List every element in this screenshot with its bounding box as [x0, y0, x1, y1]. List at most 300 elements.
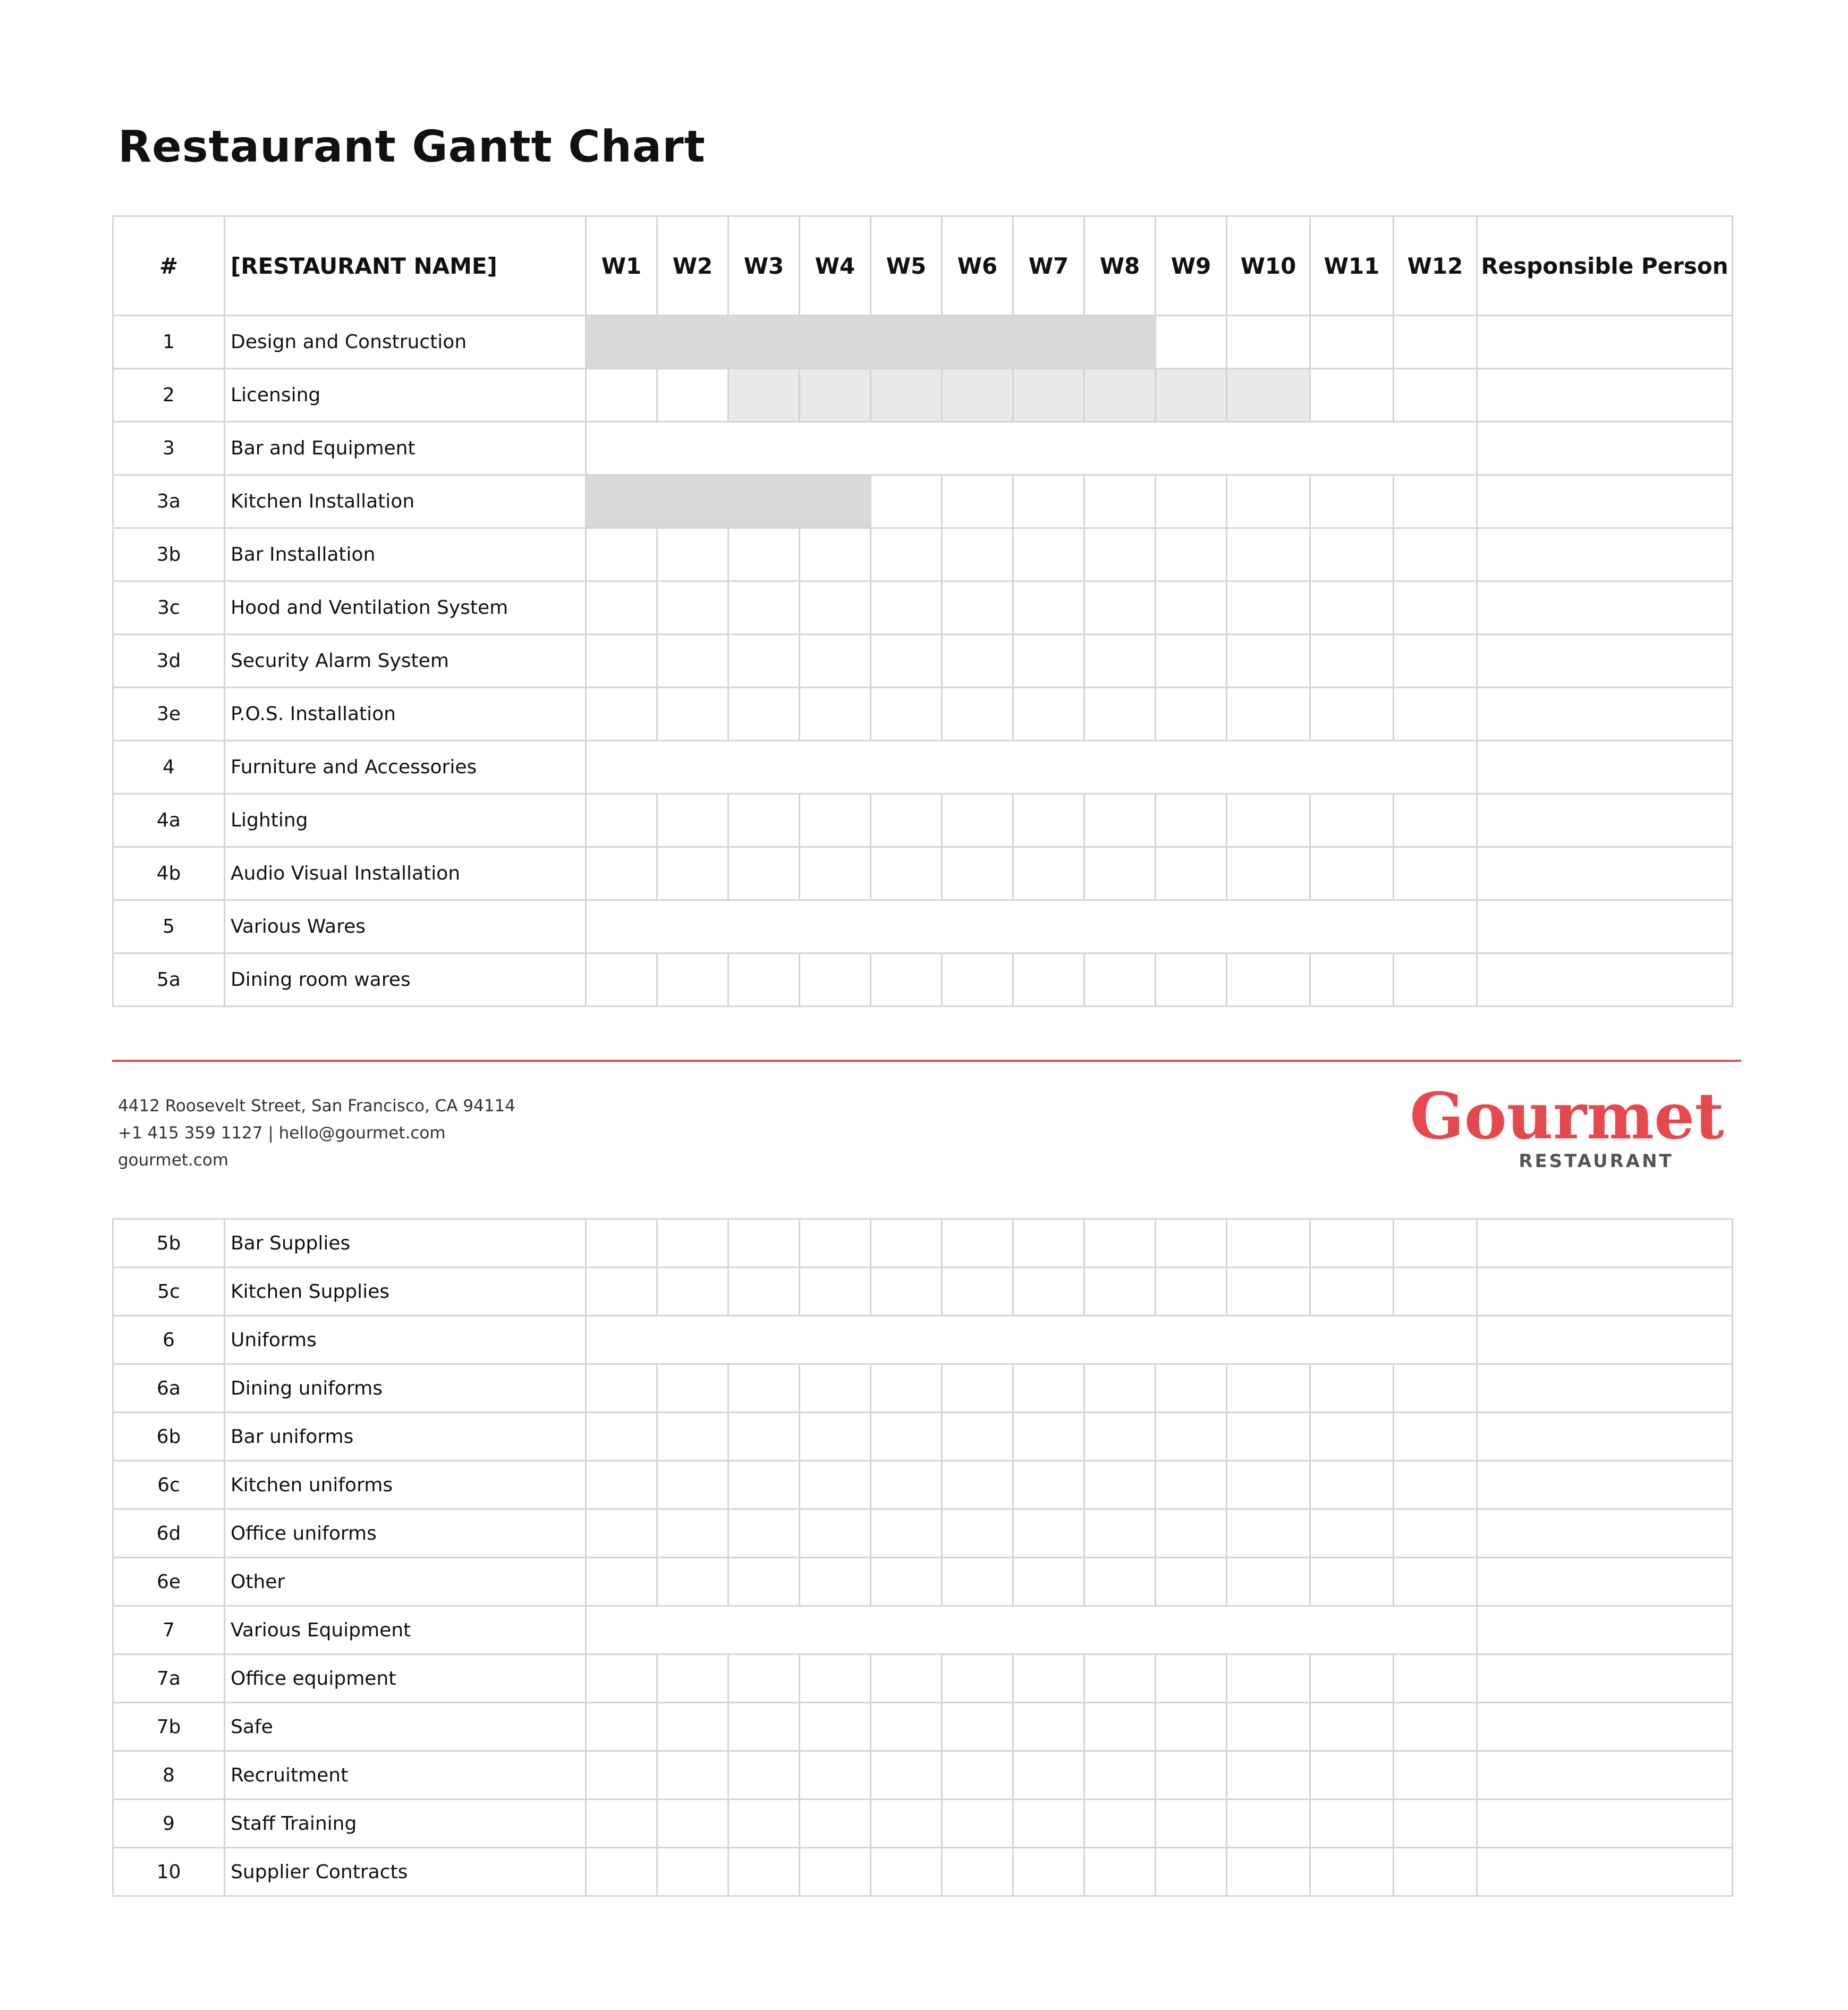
week-cell[interactable] — [1013, 475, 1084, 528]
week-cell[interactable] — [586, 688, 657, 741]
week-cell[interactable] — [871, 847, 942, 900]
week-cell[interactable] — [800, 688, 871, 741]
row-number: 3 — [113, 422, 225, 475]
week-cell[interactable] — [800, 1413, 871, 1461]
week-cell[interactable] — [1310, 1509, 1394, 1558]
week-cell[interactable] — [586, 1654, 657, 1703]
week-cell[interactable] — [1310, 1268, 1394, 1316]
responsible-person-cell[interactable] — [1477, 528, 1733, 581]
week-cell[interactable] — [1084, 581, 1156, 635]
week-cell[interactable] — [586, 635, 657, 688]
week-cell[interactable] — [1156, 1461, 1227, 1509]
responsible-person-cell[interactable] — [1477, 369, 1733, 422]
week-cell[interactable] — [942, 581, 1013, 635]
week-cell[interactable] — [657, 953, 728, 1007]
week-cell[interactable] — [1394, 475, 1477, 528]
week-cell[interactable] — [657, 1461, 728, 1509]
week-cell[interactable] — [728, 1654, 800, 1703]
week-cell[interactable] — [1310, 581, 1394, 635]
week-cell[interactable] — [657, 1413, 728, 1461]
week-cell[interactable] — [1084, 1509, 1156, 1558]
week-cell[interactable] — [1227, 1558, 1310, 1606]
week-cell[interactable] — [1394, 1654, 1477, 1703]
week-cell[interactable] — [942, 1703, 1013, 1751]
gantt-bar-cell[interactable] — [942, 316, 1013, 369]
week-cell[interactable] — [586, 1268, 657, 1316]
week-cell[interactable] — [1310, 475, 1394, 528]
week-cell[interactable] — [1084, 1461, 1156, 1509]
gantt-bar-cell[interactable] — [1084, 316, 1156, 369]
week-cell[interactable] — [800, 1800, 871, 1848]
week-cell[interactable] — [942, 1848, 1013, 1896]
week-cell[interactable] — [657, 847, 728, 900]
week-cell[interactable] — [1013, 1413, 1084, 1461]
week-cell[interactable] — [728, 688, 800, 741]
week-cell[interactable] — [586, 369, 657, 422]
responsible-person-cell[interactable] — [1477, 1461, 1733, 1509]
week-cell[interactable] — [728, 1703, 800, 1751]
week-cell[interactable] — [1310, 1703, 1394, 1751]
week-cell[interactable] — [1310, 1413, 1394, 1461]
week-cell[interactable] — [657, 1751, 728, 1800]
week-cell[interactable] — [657, 1800, 728, 1848]
week-cell[interactable] — [1310, 847, 1394, 900]
week-cell[interactable] — [1310, 1558, 1394, 1606]
week-cell[interactable] — [800, 635, 871, 688]
responsible-person-cell[interactable] — [1477, 1703, 1733, 1751]
responsible-person-cell[interactable] — [1477, 741, 1733, 794]
week-cell[interactable] — [800, 953, 871, 1007]
week-cell[interactable] — [871, 1364, 942, 1413]
week-cell[interactable] — [1013, 1703, 1084, 1751]
gantt-bar-cell[interactable] — [1156, 369, 1227, 422]
week-cell[interactable] — [657, 1364, 728, 1413]
week-cell[interactable] — [1394, 1413, 1477, 1461]
week-cell[interactable] — [1394, 581, 1477, 635]
table-row — [113, 1413, 1733, 1461]
week-cell[interactable] — [1394, 1800, 1477, 1848]
week-cell[interactable] — [1394, 316, 1477, 369]
week-cell[interactable] — [1084, 1268, 1156, 1316]
week-cell[interactable] — [1227, 1364, 1310, 1413]
week-cell[interactable] — [1013, 1800, 1084, 1848]
responsible-person-cell[interactable] — [1477, 1800, 1733, 1848]
week-cell[interactable] — [1084, 635, 1156, 688]
week-cell[interactable] — [1084, 1751, 1156, 1800]
week-cell[interactable] — [1084, 847, 1156, 900]
week-cell[interactable] — [800, 794, 871, 847]
responsible-person-cell[interactable] — [1477, 581, 1733, 635]
week-cell[interactable] — [1310, 1461, 1394, 1509]
week-cell[interactable] — [1227, 635, 1310, 688]
week-cell[interactable] — [728, 1413, 800, 1461]
responsible-person-cell[interactable] — [1477, 794, 1733, 847]
section-week-span — [586, 1316, 1477, 1364]
week-cell[interactable] — [1227, 953, 1310, 1007]
week-cell[interactable] — [1013, 1364, 1084, 1413]
week-cell[interactable] — [728, 1364, 800, 1413]
gantt-bar-cell[interactable] — [657, 316, 728, 369]
week-cell[interactable] — [1227, 1219, 1310, 1268]
week-cell[interactable] — [1013, 1268, 1084, 1316]
week-cell[interactable] — [1310, 1751, 1394, 1800]
week-cell[interactable] — [1310, 528, 1394, 581]
gantt-bar-cell[interactable] — [942, 369, 1013, 422]
responsible-person-cell[interactable] — [1477, 1751, 1733, 1800]
week-cell[interactable] — [871, 794, 942, 847]
week-cell[interactable] — [1156, 688, 1227, 741]
week-cell[interactable] — [1310, 316, 1394, 369]
week-cell[interactable] — [942, 953, 1013, 1007]
week-cell[interactable] — [728, 794, 800, 847]
gantt-bar-cell[interactable] — [800, 316, 871, 369]
week-cell[interactable] — [871, 1268, 942, 1316]
week-cell[interactable] — [1310, 1364, 1394, 1413]
week-cell[interactable] — [1394, 1509, 1477, 1558]
week-cell[interactable] — [657, 528, 728, 581]
week-cell[interactable] — [1227, 1800, 1310, 1848]
week-cell[interactable] — [942, 794, 1013, 847]
week-cell[interactable] — [586, 1751, 657, 1800]
gantt-bar-cell[interactable] — [1013, 369, 1084, 422]
responsible-person-cell[interactable] — [1477, 635, 1733, 688]
week-cell[interactable] — [1310, 1848, 1394, 1896]
week-cell[interactable] — [1156, 528, 1227, 581]
table-row — [113, 953, 1733, 1007]
week-cell[interactable] — [1156, 1268, 1227, 1316]
week-cell[interactable] — [1394, 847, 1477, 900]
week-cell[interactable] — [657, 1219, 728, 1268]
week-cell[interactable] — [728, 528, 800, 581]
week-cell[interactable] — [800, 1509, 871, 1558]
week-cell[interactable] — [1084, 1800, 1156, 1848]
week-cell[interactable] — [1084, 1558, 1156, 1606]
gantt-bar-cell[interactable] — [1013, 316, 1084, 369]
week-cell[interactable] — [1310, 1654, 1394, 1703]
week-cell[interactable] — [942, 1219, 1013, 1268]
week-cell[interactable] — [1394, 688, 1477, 741]
week-cell[interactable] — [1156, 635, 1227, 688]
week-cell[interactable] — [1156, 1364, 1227, 1413]
week-cell[interactable] — [586, 847, 657, 900]
gantt-bar-cell[interactable] — [871, 316, 942, 369]
week-cell[interactable] — [657, 688, 728, 741]
week-cell[interactable] — [942, 1413, 1013, 1461]
week-cell[interactable] — [871, 1558, 942, 1606]
gantt-bar-cell[interactable] — [800, 369, 871, 422]
week-cell[interactable] — [657, 369, 728, 422]
week-cell[interactable] — [871, 1703, 942, 1751]
week-cell[interactable] — [657, 794, 728, 847]
week-cell[interactable] — [1227, 1461, 1310, 1509]
week-cell[interactable] — [586, 1509, 657, 1558]
responsible-person-cell[interactable] — [1477, 422, 1733, 475]
week-cell[interactable] — [800, 1848, 871, 1896]
week-cell[interactable] — [1156, 953, 1227, 1007]
week-cell[interactable] — [942, 688, 1013, 741]
week-cell[interactable] — [942, 1800, 1013, 1848]
week-cell[interactable] — [1394, 1461, 1477, 1509]
week-cell[interactable] — [657, 1558, 728, 1606]
week-cell[interactable] — [800, 1751, 871, 1800]
week-cell[interactable] — [1227, 475, 1310, 528]
week-cell[interactable] — [1227, 316, 1310, 369]
week-cell[interactable] — [871, 1751, 942, 1800]
week-cell[interactable] — [942, 847, 1013, 900]
week-cell[interactable] — [728, 635, 800, 688]
week-cell[interactable] — [1227, 688, 1310, 741]
week-cell[interactable] — [1394, 1364, 1477, 1413]
week-cell[interactable] — [942, 1268, 1013, 1316]
week-cell[interactable] — [871, 1509, 942, 1558]
week-cell[interactable] — [586, 1703, 657, 1751]
week-cell[interactable] — [728, 1751, 800, 1800]
week-cell[interactable] — [1084, 1848, 1156, 1896]
gantt-bar-cell[interactable] — [871, 369, 942, 422]
responsible-person-cell[interactable] — [1477, 688, 1733, 741]
week-cell[interactable] — [1013, 688, 1084, 741]
gantt-bar-cell[interactable] — [800, 475, 871, 528]
week-cell[interactable] — [1084, 1654, 1156, 1703]
week-cell[interactable] — [871, 953, 942, 1007]
week-cell[interactable] — [1310, 794, 1394, 847]
responsible-person-cell[interactable] — [1477, 847, 1733, 900]
responsible-person-cell[interactable] — [1477, 1848, 1733, 1896]
week-cell[interactable] — [871, 475, 942, 528]
week-cell[interactable] — [942, 1558, 1013, 1606]
week-cell[interactable] — [1013, 1509, 1084, 1558]
week-cell[interactable] — [1227, 794, 1310, 847]
week-cell[interactable] — [1394, 1219, 1477, 1268]
week-cell[interactable] — [728, 1848, 800, 1896]
week-cell[interactable] — [1394, 1848, 1477, 1896]
week-cell[interactable] — [1310, 953, 1394, 1007]
week-cell[interactable] — [1156, 1848, 1227, 1896]
week-cell[interactable] — [586, 581, 657, 635]
responsible-person-cell[interactable] — [1477, 1509, 1733, 1558]
week-cell[interactable] — [1227, 847, 1310, 900]
week-cell[interactable] — [1227, 1703, 1310, 1751]
week-cell[interactable] — [1013, 1751, 1084, 1800]
week-cell[interactable] — [800, 1364, 871, 1413]
week-cell[interactable] — [1013, 1558, 1084, 1606]
week-cell[interactable] — [1156, 1413, 1227, 1461]
week-cell[interactable] — [1084, 1703, 1156, 1751]
week-cell[interactable] — [728, 953, 800, 1007]
week-cell[interactable] — [1394, 1558, 1477, 1606]
week-cell[interactable] — [1310, 369, 1394, 422]
week-cell[interactable] — [871, 1413, 942, 1461]
week-cell[interactable] — [1156, 475, 1227, 528]
week-cell[interactable] — [586, 528, 657, 581]
week-cell[interactable] — [1394, 528, 1477, 581]
responsible-person-cell[interactable] — [1477, 316, 1733, 369]
week-cell[interactable] — [1156, 1509, 1227, 1558]
week-cell[interactable] — [871, 581, 942, 635]
week-cell[interactable] — [800, 1268, 871, 1316]
week-cell[interactable] — [1394, 794, 1477, 847]
week-cell[interactable] — [1310, 1219, 1394, 1268]
week-cell[interactable] — [1084, 528, 1156, 581]
responsible-person-cell[interactable] — [1477, 1654, 1733, 1703]
week-cell[interactable] — [657, 1703, 728, 1751]
week-cell[interactable] — [1227, 1413, 1310, 1461]
week-cell[interactable] — [1227, 1848, 1310, 1896]
week-cell[interactable] — [586, 794, 657, 847]
week-cell[interactable] — [800, 528, 871, 581]
week-cell[interactable] — [1156, 316, 1227, 369]
week-cell[interactable] — [1084, 475, 1156, 528]
week-cell[interactable] — [586, 1461, 657, 1509]
week-cell[interactable] — [657, 1509, 728, 1558]
week-cell[interactable] — [1394, 1751, 1477, 1800]
week-cell[interactable] — [1084, 1413, 1156, 1461]
gantt-bar-cell[interactable] — [1084, 369, 1156, 422]
week-cell[interactable] — [1013, 635, 1084, 688]
week-cell[interactable] — [1156, 1703, 1227, 1751]
week-cell[interactable] — [1156, 581, 1227, 635]
week-cell[interactable] — [728, 1268, 800, 1316]
week-cell[interactable] — [586, 1558, 657, 1606]
week-cell[interactable] — [1227, 528, 1310, 581]
week-cell[interactable] — [1156, 1558, 1227, 1606]
week-cell[interactable] — [1013, 528, 1084, 581]
gantt-bar-cell[interactable] — [728, 316, 800, 369]
responsible-person-cell[interactable] — [1477, 953, 1733, 1007]
week-cell[interactable] — [942, 1654, 1013, 1703]
week-cell[interactable] — [871, 528, 942, 581]
week-cell[interactable] — [586, 1848, 657, 1896]
week-cell[interactable] — [800, 847, 871, 900]
week-cell[interactable] — [728, 847, 800, 900]
gantt-bar-cell[interactable] — [586, 475, 657, 528]
week-cell[interactable] — [800, 1461, 871, 1509]
responsible-person-cell[interactable] — [1477, 1364, 1733, 1413]
week-cell[interactable] — [942, 1751, 1013, 1800]
week-cell[interactable] — [942, 475, 1013, 528]
week-cell[interactable] — [871, 688, 942, 741]
responsible-person-cell[interactable] — [1477, 1219, 1733, 1268]
responsible-person-cell[interactable] — [1477, 1268, 1733, 1316]
week-cell[interactable] — [1156, 794, 1227, 847]
week-cell[interactable] — [1310, 688, 1394, 741]
week-cell[interactable] — [586, 1364, 657, 1413]
week-cell[interactable] — [1013, 847, 1084, 900]
week-cell[interactable] — [1394, 1268, 1477, 1316]
week-cell[interactable] — [1156, 1654, 1227, 1703]
responsible-person-cell[interactable] — [1477, 1413, 1733, 1461]
week-cell[interactable] — [800, 581, 871, 635]
week-cell[interactable] — [942, 1461, 1013, 1509]
responsible-person-cell[interactable] — [1477, 1558, 1733, 1606]
week-cell[interactable] — [586, 953, 657, 1007]
week-cell[interactable] — [1084, 1219, 1156, 1268]
week-cell[interactable] — [728, 1509, 800, 1558]
section-week-span — [586, 741, 1477, 794]
week-cell[interactable] — [586, 1800, 657, 1848]
week-cell[interactable] — [728, 1558, 800, 1606]
week-cell[interactable] — [1013, 1654, 1084, 1703]
week-cell[interactable] — [1227, 1268, 1310, 1316]
week-cell[interactable] — [728, 1800, 800, 1848]
week-cell[interactable] — [728, 1219, 800, 1268]
week-cell[interactable] — [1227, 1654, 1310, 1703]
week-cell[interactable] — [1394, 369, 1477, 422]
week-cell[interactable] — [657, 635, 728, 688]
week-cell[interactable] — [871, 1219, 942, 1268]
week-cell[interactable] — [1084, 688, 1156, 741]
week-cell[interactable] — [1227, 1751, 1310, 1800]
task-name: Other — [225, 1558, 586, 1606]
week-cell[interactable] — [800, 1219, 871, 1268]
week-cell[interactable] — [728, 581, 800, 635]
week-cell[interactable] — [1227, 1509, 1310, 1558]
gantt-bar-cell[interactable] — [1227, 369, 1310, 422]
week-cell[interactable] — [1013, 581, 1084, 635]
week-cell[interactable] — [1013, 794, 1084, 847]
week-cell[interactable] — [657, 1848, 728, 1896]
week-cell[interactable] — [1394, 1703, 1477, 1751]
address-text: 4412 Roosevelt Street, San Francisco, CA 94114 — [118, 1096, 515, 1116]
week-cell[interactable] — [871, 635, 942, 688]
week-cell[interactable] — [942, 528, 1013, 581]
week-cell[interactable] — [871, 1461, 942, 1509]
week-cell[interactable] — [1394, 635, 1477, 688]
week-cell[interactable] — [1156, 1751, 1227, 1800]
week-cell[interactable] — [1156, 1219, 1227, 1268]
week-cell[interactable] — [1084, 794, 1156, 847]
week-cell[interactable] — [1013, 1461, 1084, 1509]
week-cell[interactable] — [942, 1364, 1013, 1413]
week-cell[interactable] — [871, 1848, 942, 1896]
week-cell[interactable] — [871, 1654, 942, 1703]
gantt-bar-cell[interactable] — [657, 475, 728, 528]
responsible-person-cell[interactable] — [1477, 1316, 1733, 1364]
week-cell[interactable] — [1013, 953, 1084, 1007]
week-cell[interactable] — [1013, 1219, 1084, 1268]
week-cell[interactable] — [800, 1558, 871, 1606]
row-number: 6c — [113, 1461, 225, 1509]
gantt-bar-cell[interactable] — [728, 475, 800, 528]
week-cell[interactable] — [1013, 1848, 1084, 1896]
week-cell[interactable] — [657, 1654, 728, 1703]
week-cell[interactable] — [1156, 1800, 1227, 1848]
gantt-bar-cell[interactable] — [728, 369, 800, 422]
week-cell[interactable] — [1310, 1800, 1394, 1848]
week-cell[interactable] — [1156, 847, 1227, 900]
week-cell[interactable] — [871, 1800, 942, 1848]
week-cell[interactable] — [1084, 953, 1156, 1007]
responsible-person-cell[interactable] — [1477, 900, 1733, 953]
responsible-person-cell[interactable] — [1477, 475, 1733, 528]
week-cell[interactable] — [1084, 1364, 1156, 1413]
week-cell[interactable] — [942, 635, 1013, 688]
week-cell[interactable] — [586, 1219, 657, 1268]
gantt-bar-cell[interactable] — [586, 316, 657, 369]
week-cell[interactable] — [1310, 635, 1394, 688]
responsible-person-cell[interactable] — [1477, 1606, 1733, 1654]
week-cell[interactable] — [657, 581, 728, 635]
week-cell[interactable] — [942, 1509, 1013, 1558]
week-cell[interactable] — [1394, 953, 1477, 1007]
week-cell[interactable] — [800, 1703, 871, 1751]
table-row — [113, 1703, 1733, 1751]
week-cell[interactable] — [657, 1268, 728, 1316]
week-cell[interactable] — [586, 1413, 657, 1461]
week-cell[interactable] — [1227, 581, 1310, 635]
week-cell[interactable] — [728, 1461, 800, 1509]
week-cell[interactable] — [800, 1654, 871, 1703]
